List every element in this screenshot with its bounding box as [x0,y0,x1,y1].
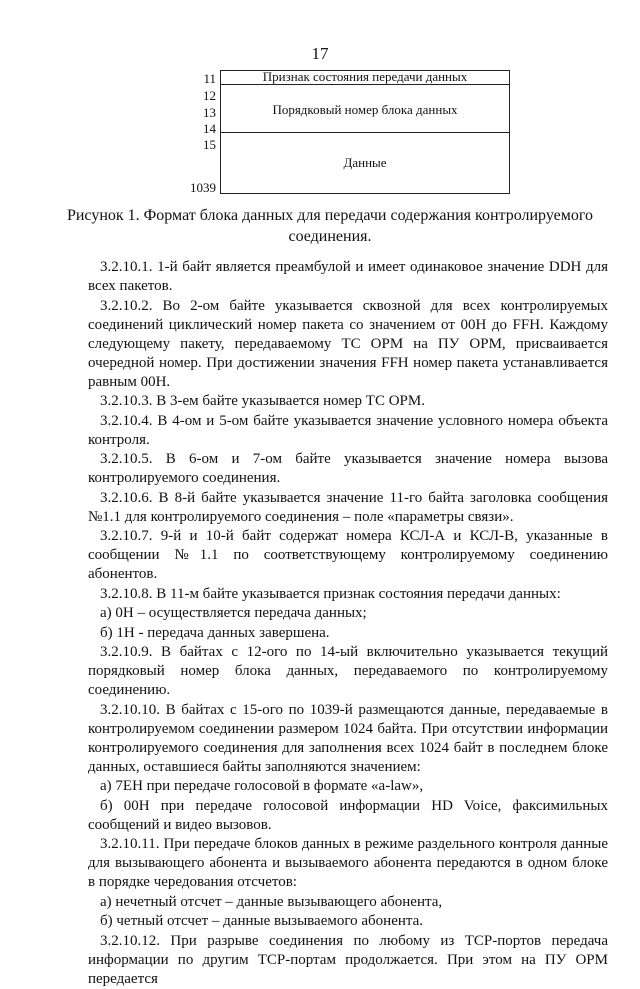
diagram-divider [220,132,510,133]
paragraph: 3.2.10.4. В 4-ом и 5-ом байте указывается значение условного номера объекта контроля. [88,412,608,448]
paragraph: 3.2.10.11. При передаче блоков данных в режиме раздельного контроля данные для вызывающего абонента и вызываемого абонента передаются в одном блоке в порядке чередования отсчетов: [88,836,608,890]
paragraph: 3.2.10.8. В 11-м байте указывается признак состояния передачи данных: [100,585,561,602]
data-field: Данные [343,155,387,170]
paragraph: 3.2.10.12. При разрыве соединения по любому из TCP-портов передача информации по другим TCP-портам продолжается. При этом на ПУ ОРМ передается [88,932,608,987]
sequence-number-field: Порядковый номер блока данных [272,102,458,117]
status-field: Признак состояния передачи данных [262,69,468,84]
list-item: б) 00H при передаче голосовой информации HD Voice, факсимильных сообщений и видео вызовов. [88,797,608,833]
byte-label-12: 12 [203,88,216,103]
paragraph: 3.2.10.3. В 3-ем байте указывается номер ТС ОРМ. [100,393,425,409]
paragraph: 3.2.10.1. 1-й байт является преамбулой и имеет одинаковое значение DDH для всех пакетов. [88,259,608,294]
byte-label-15: 15 [203,137,216,152]
paragraph: 3.2.10.10. В байтах с 15-ого по 1039-й размещаются данные, передаваемые в контролируемом соединении размером 1024 байта. При отсутствии информации контролируемого соединения для заполнения всех 1024 байт в последнем блоке данных, оставшиеся байты заполняются значением: [88,701,608,775]
data-block-format-diagram [180,68,510,196]
figure-caption: Рисунок 1. Формат блока данных для передачи содержания контролируемого соединения. [66,207,594,245]
byte-label-11: 11 [203,71,216,86]
list-item: а) 7EH при передаче голосовой в формате «a-law», [100,778,424,794]
list-item: а) нечетный отсчет – данные вызывающего абонента, [100,893,443,910]
paragraph: 3.2.10.2. Во 2-ом байте указывается сквозной для всех контролируемых соединений циклический номер пакета со значением от 00H до FFH. Каждому следующему пакету, передаваемому ТС ОРМ на ПУ ОРМ, присваивается очередной номер. При достижении значения FFH номер пакета устанавливается равным 00H. [88,297,608,390]
paragraph: 3.2.10.6. В 8-й байте указывается значение 11-го байта заголовка сообщения №1.1 для контролируемого соединения – поле «параметры связи». [88,489,608,525]
body-text [88,258,608,989]
list-item: а) 0H – осуществляется передача данных; [100,605,367,621]
page-number: 17 [311,44,329,63]
paragraph: 3.2.10.9. В байтах с 12-ого по 14-ый включительно указывается текущий порядковый номер блока данных, передаваемого по контролируемому соединению. [88,644,608,698]
paragraph: 3.2.10.7. 9-й и 10-й байт содержат номера КСЛ-А и КСЛ-В, указанные в сообщении №1.1 по соответствующему контролируемому соединению абонентов. [88,528,608,582]
paragraph: 3.2.10.5. В 6-ом и 7-ом байте указывается значение номера вызова контролируемого соединения. [88,451,608,486]
list-item: б) четный отсчет – данные вызываемого абонента. [100,913,424,929]
list-item: б) 1H - передача данных завершена. [100,624,330,641]
byte-label-14: 14 [203,121,216,136]
byte-label-1039: 1039 [190,180,216,195]
byte-label-13: 13 [203,105,216,120]
